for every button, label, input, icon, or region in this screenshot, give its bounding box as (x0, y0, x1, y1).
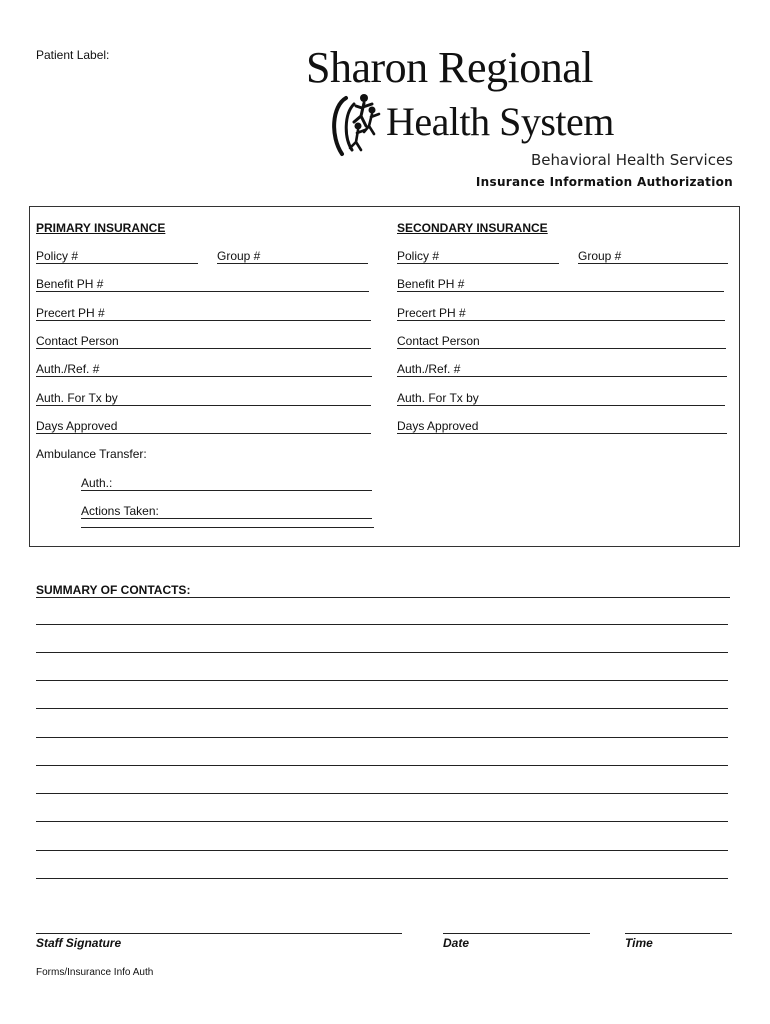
time-label: Time (625, 936, 653, 950)
summary-line[interactable] (36, 793, 728, 794)
ambulance-actions-label: Actions Taken: (81, 504, 159, 518)
secondary-auth-ref-label: Auth./Ref. # (397, 362, 461, 376)
summary-line[interactable] (36, 652, 728, 653)
primary-contact-label: Contact Person (36, 334, 119, 348)
secondary-policy-label: Policy # (397, 249, 440, 263)
summary-of-contacts-label: SUMMARY OF CONTACTS: (36, 583, 191, 597)
summary-line[interactable] (36, 624, 728, 625)
summary-line[interactable] (36, 878, 728, 879)
primary-auth-tx-field[interactable] (36, 391, 371, 407)
primary-contact-field[interactable] (36, 334, 371, 350)
secondary-auth-tx-field[interactable] (397, 391, 725, 407)
secondary-precert-label: Precert PH # (397, 306, 466, 320)
ambulance-auth-field[interactable] (81, 476, 372, 492)
date-line[interactable] (443, 933, 590, 934)
primary-auth-ref-field[interactable] (36, 362, 372, 378)
staff-signature-line[interactable] (36, 933, 402, 934)
summary-line[interactable] (36, 765, 728, 766)
ambulance-actions-field[interactable] (81, 504, 372, 520)
secondary-precert-field[interactable] (397, 306, 725, 322)
secondary-group-field[interactable] (578, 249, 728, 265)
primary-days-label: Days Approved (36, 419, 118, 433)
secondary-group-label: Group # (578, 249, 622, 263)
primary-group-field[interactable] (217, 249, 368, 265)
time-line[interactable] (625, 933, 732, 934)
staff-signature-label: Staff Signature (36, 936, 122, 950)
primary-auth-tx-label: Auth. For Tx by (36, 391, 118, 405)
date-label: Date (443, 936, 470, 950)
primary-benefit-field[interactable] (36, 277, 369, 293)
ambulance-transfer-label: Ambulance Transfer: (36, 447, 147, 461)
primary-auth-ref-label: Auth./Ref. # (36, 362, 100, 376)
secondary-benefit-label: Benefit PH # (397, 277, 465, 291)
secondary-contact-field[interactable] (397, 334, 726, 350)
primary-group-label: Group # (217, 249, 261, 263)
primary-days-field[interactable] (36, 419, 371, 435)
form-title: Insurance Information Authorization (475, 175, 733, 189)
department-title: Behavioral Health Services (530, 151, 733, 169)
summary-line[interactable] (36, 821, 728, 822)
summary-line[interactable] (36, 680, 728, 681)
secondary-auth-tx-label: Auth. For Tx by (397, 391, 479, 405)
secondary-contact-label: Contact Person (397, 334, 480, 348)
summary-line[interactable] (36, 850, 728, 851)
summary-line[interactable] (36, 708, 728, 709)
ambulance-actions-line2[interactable] (81, 527, 374, 528)
secondary-days-field[interactable] (397, 419, 727, 435)
secondary-auth-ref-field[interactable] (397, 362, 727, 378)
primary-precert-field[interactable] (36, 306, 371, 322)
summary-of-contacts-field[interactable] (36, 583, 730, 599)
primary-policy-field[interactable] (36, 249, 198, 265)
primary-insurance-header: PRIMARY INSURANCE (36, 221, 166, 235)
running-figures-logo-icon (328, 92, 384, 164)
ambulance-auth-label: Auth.: (81, 476, 113, 490)
primary-benefit-label: Benefit PH # (36, 277, 104, 291)
primary-precert-label: Precert PH # (36, 306, 105, 320)
secondary-insurance-header: SECONDARY INSURANCE (397, 221, 548, 235)
logo-title-line1: Sharon Regional (306, 43, 594, 92)
logo-title-line2: Health System (386, 99, 614, 144)
summary-line[interactable] (36, 737, 728, 738)
secondary-policy-field[interactable] (397, 249, 559, 265)
form-footer: Forms/Insurance Info Auth (36, 967, 154, 978)
secondary-days-label: Days Approved (397, 419, 479, 433)
patient-label: Patient Label: (36, 48, 110, 62)
primary-policy-label: Policy # (36, 249, 79, 263)
secondary-benefit-field[interactable] (397, 277, 724, 293)
